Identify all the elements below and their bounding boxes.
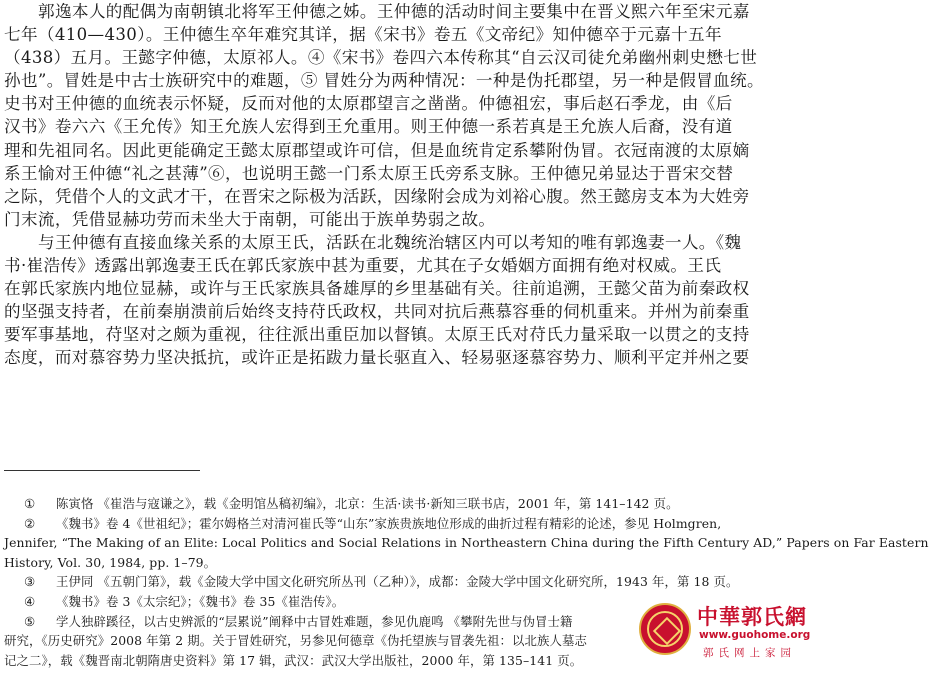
text-line: 理和先祖同名。因此更能确定王懿太原郡望或许可信，但是血统肯定系攀附伪冒。衣冠南渡的太原嫡 [4, 140, 750, 160]
footnote-text: 研究，《历史研究》2008 年第 2 期。关于冒姓研究，另参见何德章《伪托望族与冒袭先祖：以北族人墓志 [4, 633, 587, 649]
text-line: 的坚强支持者，在前秦崩溃前后始终支持苻氏政权，共同对抗后燕慕容垂的伺机重来。并州为前秦重 [4, 302, 750, 322]
footnote-text: Jennifer, “The Making of an Elite: Local Politics and Social Relations in Northeastern China during the Fifth Century AD,” Papers on Far Eastern [4, 535, 929, 551]
site-watermark [639, 597, 811, 663]
footnote-text: 学人独辟蹊径，以古史辨派的“层累说”阐释中古冒姓难题，参见仇鹿鸣 《攀附先世与伪冒士籍 [56, 613, 573, 629]
footnote-line [4, 514, 796, 534]
footnote-divider [4, 470, 200, 471]
text-line: 系王愉对王仲德“礼之甚薄”⑥，也说明王懿一门系太原王氏旁系支脉。王仲德兄弟显达于晋宋交替 [4, 163, 734, 183]
footnote-marker: ④ [24, 593, 36, 609]
footnote-line [4, 533, 929, 553]
body-text [4, 0, 796, 370]
text-line: 在郭氏家族内地位显赫，或许与王氏家族具备雄厚的乡里基础有关。往前追溯，王懿父苗为前秦政权 [4, 279, 750, 299]
footnote-line [4, 494, 796, 514]
text-line: 态度，而对慕容势力坚决抵抗，或许正是拓跋力量长驱直入、轻易驱逐慕容势力、顺利平定并州之要 [4, 348, 750, 368]
text-line: （438）五月。王懿字仲德，太原祁人。④《宋书》卷四六本传称其“自云汉司徒允弟幽州刺史懋七世 [4, 48, 758, 68]
text-line: 汉书》卷六六《王允传》知王允族人宏得到王允重用。则王仲德一系若真是王允族人后裔，没有道 [4, 117, 733, 137]
text-line: 要军事基地，苻坚对之颇为重视，往往派出重臣加以督镇。太原王氏对苻氏力量采取一以贯之的支持 [4, 325, 750, 345]
watermark-title: 中華郭氏網 [697, 604, 807, 629]
text-line: 之际，凭借个人的文武才干，在晋宋之际极为活跃，因缘附会成为刘裕心腹。然王懿房支本为大姓旁 [4, 186, 750, 206]
footnote-marker: ② [24, 515, 36, 531]
footnote-text: 王伊同 《五朝门第》，载《金陵大学中国文化研究所丛刊（乙种）》，成都：金陵大学中国文化研究所，1943 年，第 18 页。 [56, 574, 739, 590]
footnote-line [4, 553, 796, 573]
footnote-text: 记之二》，载《魏晋南北朝隋唐史资料》第 17 辑，武汉：武汉大学出版社，2000 年，第 135–141 页。 [4, 652, 583, 668]
footnote-text: History, Vol. 30, 1984, pp. 1–79。 [4, 554, 217, 570]
text-line: 书·崔浩传》透露出郭逸妻王氏在郭氏家族中甚为重要，尤其在子女婚姻方面拥有绝对权威。王氏 [4, 256, 722, 276]
text-line: 七年（410—430）。王仲德生卒年难究其详，据《宋书》卷五《文帝纪》知仲德卒于元嘉十五年 [4, 25, 722, 45]
text-line: 孙也”。冒姓是中古士族研究中的难题，⑤ 冒姓分为两种情况：一种是伪托郡望，另一种是假冒血统。 [4, 71, 764, 91]
footnote-line [4, 572, 796, 592]
watermark-subtitle: 郭氏网上家园 [703, 647, 796, 659]
text-line: 史书对王仲德的血统表示怀疑，反而对他的太原郡望言之凿凿。仲德祖宏，事后赵石季龙，由《后 [4, 94, 733, 114]
text-line: 郭逸本人的配偶为南朝镇北将军王仲德之姊。王仲德的活动时间主要集中在晋义熙六年至宋元嘉 [38, 2, 750, 21]
footnote-marker: ③ [24, 574, 36, 590]
footnote-text: 陈寅恪 《崔浩与寇谦之》，载《金明馆丛稿初编》，北京：生活·读书·新知三联书店，2001 年，第 141–142 页。 [56, 496, 679, 511]
watermark-url: www.guohome.org [699, 629, 811, 641]
footnote-marker: ① [24, 496, 36, 511]
seal-logo-icon [639, 603, 691, 655]
footnote-text: 《魏书》卷 4《世祖纪》；霍尔姆格兰对清河崔氏等“山东”家族贵族地位形成的曲折过程有精彩的论述，参见 Holmgren, [56, 515, 722, 531]
text-line: 与王仲德有直接血缘关系的太原王氏，活跃在北魏统治辖区内可以考知的唯有郭逸妻一人。《魏 [38, 232, 742, 252]
text-line: 门末流，凭借显赫功劳而未坐大于南朝，可能出于族单势弱之故。 [4, 209, 496, 229]
footnote-marker: ⑤ [24, 613, 36, 629]
footnote-text: 《魏书》卷 3《太宗纪》；《魏书》卷 35《崔浩传》。 [56, 593, 345, 609]
